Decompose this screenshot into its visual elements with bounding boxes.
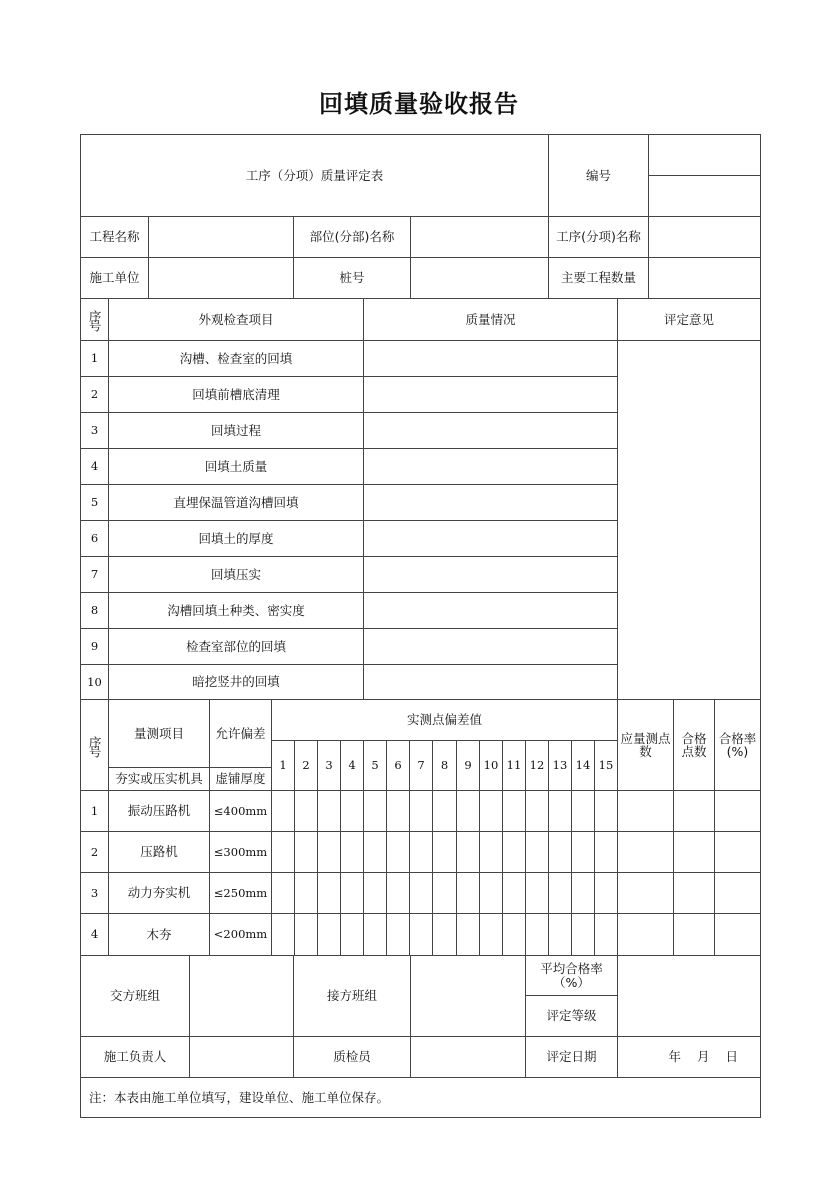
row-number bbox=[80, 340, 109, 377]
appearance-item bbox=[108, 520, 364, 557]
passed-points-input[interactable] bbox=[673, 790, 715, 832]
row-number-text: 3 bbox=[90, 885, 99, 900]
point-header-text: 11 bbox=[506, 758, 522, 773]
project-name-input[interactable] bbox=[148, 216, 294, 258]
required-points-input[interactable] bbox=[617, 872, 674, 914]
point-header-text: 4 bbox=[348, 758, 356, 773]
deviation-input[interactable] bbox=[294, 872, 318, 914]
row-number-text: 10 bbox=[87, 674, 102, 689]
point-header bbox=[502, 740, 526, 791]
point-header bbox=[594, 740, 618, 791]
deviation-input[interactable] bbox=[571, 913, 595, 956]
equipment-header-text: 夯实或压实机具 bbox=[115, 771, 203, 787]
grade-label bbox=[525, 995, 618, 1037]
deviation-input[interactable] bbox=[548, 831, 572, 873]
number-input-2[interactable] bbox=[648, 175, 761, 217]
pass-rate-input[interactable] bbox=[714, 790, 761, 832]
row-number bbox=[80, 664, 109, 700]
point-header bbox=[386, 740, 410, 791]
deviation-input[interactable] bbox=[363, 790, 387, 832]
row-number bbox=[80, 520, 109, 557]
measure-seq-header-text: 序号 bbox=[87, 735, 103, 755]
deviation-input[interactable] bbox=[571, 831, 595, 873]
deviation-input[interactable] bbox=[456, 872, 480, 914]
page-title: 回填质量验收报告 bbox=[319, 90, 519, 118]
quality-input[interactable] bbox=[363, 556, 618, 593]
deviation-input[interactable] bbox=[525, 831, 549, 873]
quality-input[interactable] bbox=[363, 664, 618, 700]
point-header-text: 7 bbox=[417, 758, 425, 773]
appearance-item bbox=[108, 484, 364, 521]
row-number bbox=[80, 412, 109, 449]
row-number-text: 1 bbox=[90, 803, 99, 818]
appearance-item bbox=[108, 628, 364, 665]
point-header bbox=[340, 740, 364, 791]
quality-input[interactable] bbox=[363, 448, 618, 485]
appearance-item-header-text: 外观检查项目 bbox=[198, 311, 274, 327]
deviation-input[interactable] bbox=[409, 913, 433, 956]
point-header bbox=[479, 740, 503, 791]
deviation-input[interactable] bbox=[432, 831, 457, 873]
deviation-input[interactable] bbox=[409, 872, 433, 914]
thickness-value bbox=[209, 913, 272, 956]
avg-pass-rate-label bbox=[525, 955, 618, 996]
deviation-input[interactable] bbox=[386, 872, 410, 914]
passed-points-header bbox=[673, 699, 715, 791]
required-points-header-text: 应量测点数 bbox=[620, 730, 671, 759]
project-name-label bbox=[80, 216, 149, 258]
point-header bbox=[548, 740, 572, 791]
deviation-input[interactable] bbox=[571, 790, 595, 832]
quality-input[interactable] bbox=[363, 520, 618, 557]
deviation-input[interactable] bbox=[317, 790, 341, 832]
deviation-input[interactable] bbox=[294, 790, 318, 832]
appearance-item-header bbox=[108, 298, 364, 341]
equipment-name-text: 振动压路机 bbox=[127, 803, 191, 819]
appearance-item-text: 沟槽、检查室的回填 bbox=[179, 350, 293, 366]
form-name-cell bbox=[80, 134, 549, 217]
deviation-input[interactable] bbox=[594, 913, 618, 956]
point-header-text: 13 bbox=[552, 758, 568, 773]
note-text bbox=[80, 1077, 761, 1118]
equipment-name bbox=[108, 831, 210, 873]
construction-lead-label bbox=[80, 1036, 190, 1078]
pass-rate-input[interactable] bbox=[714, 872, 761, 914]
construction-lead-label-text: 施工负责人 bbox=[103, 1049, 167, 1065]
pass-rate-input[interactable] bbox=[714, 913, 761, 956]
construction-lead-input[interactable] bbox=[189, 1036, 294, 1078]
eval-date-label-text: 评定日期 bbox=[546, 1049, 597, 1065]
quality-header bbox=[363, 298, 618, 341]
row-number-text: 1 bbox=[90, 351, 99, 366]
thickness-value-text: <200mm bbox=[213, 927, 268, 942]
tolerance-header-text: 允许偏差 bbox=[215, 725, 266, 741]
point-header bbox=[456, 740, 480, 791]
opinion-header-text: 评定意见 bbox=[663, 311, 714, 327]
required-points-input[interactable] bbox=[617, 913, 674, 956]
deviation-input[interactable] bbox=[363, 872, 387, 914]
point-header bbox=[525, 740, 549, 791]
eval-date-input[interactable] bbox=[617, 1036, 761, 1078]
avg-pass-rate-label-text: 平均合格率（%） bbox=[540, 961, 603, 990]
deviation-input[interactable] bbox=[340, 913, 364, 956]
deviation-header bbox=[271, 699, 618, 741]
deviation-input[interactable] bbox=[502, 913, 526, 956]
inspector-input[interactable] bbox=[410, 1036, 526, 1078]
point-header-text: 1 bbox=[279, 758, 287, 773]
project-name-label-text: 工程名称 bbox=[89, 229, 140, 245]
appearance-item-text: 检查室部位的回填 bbox=[185, 638, 286, 654]
deviation-input[interactable] bbox=[456, 831, 480, 873]
quantity-label-text: 主要工程数量 bbox=[560, 270, 636, 286]
deviation-input[interactable] bbox=[571, 872, 595, 914]
quality-input[interactable] bbox=[363, 484, 618, 521]
point-header-text: 9 bbox=[464, 758, 472, 773]
section-name-input[interactable] bbox=[410, 216, 549, 258]
deviation-input[interactable] bbox=[594, 790, 618, 832]
handover-team-label bbox=[80, 955, 190, 1037]
deviation-input[interactable] bbox=[456, 913, 480, 956]
required-points-header bbox=[617, 699, 674, 791]
equipment-name-text: 木夯 bbox=[146, 926, 172, 942]
appearance-item-text: 回填土质量 bbox=[204, 458, 268, 474]
quality-input[interactable] bbox=[363, 628, 618, 665]
seq-header-text: 序号 bbox=[87, 310, 103, 329]
equipment-name-text: 压路机 bbox=[140, 844, 178, 860]
deviation-input[interactable] bbox=[548, 872, 572, 914]
point-header bbox=[271, 740, 295, 791]
row-number bbox=[80, 790, 109, 832]
deviation-input[interactable] bbox=[432, 913, 457, 956]
point-header-text: 10 bbox=[483, 758, 499, 773]
stake-label bbox=[293, 257, 411, 299]
quantity-input[interactable] bbox=[648, 257, 761, 299]
quality-input[interactable] bbox=[363, 592, 618, 629]
deviation-input[interactable] bbox=[479, 872, 503, 914]
row-number-text: 3 bbox=[90, 423, 99, 438]
measure-item-header-text: 量测项目 bbox=[133, 725, 184, 741]
point-header-text: 15 bbox=[598, 758, 614, 773]
deviation-input[interactable] bbox=[294, 831, 318, 873]
deviation-input[interactable] bbox=[502, 872, 526, 914]
deviation-input[interactable] bbox=[432, 872, 457, 914]
equipment-header bbox=[108, 767, 210, 791]
appearance-item-text: 回填压实 bbox=[210, 566, 261, 582]
deviation-input[interactable] bbox=[525, 872, 549, 914]
measure-seq-header bbox=[80, 699, 109, 791]
point-header bbox=[363, 740, 387, 791]
row-number bbox=[80, 872, 109, 914]
required-points-input[interactable] bbox=[617, 831, 674, 873]
point-header-text: 8 bbox=[440, 758, 449, 773]
row-number-text: 7 bbox=[90, 567, 99, 582]
deviation-input[interactable] bbox=[594, 872, 618, 914]
quality-input[interactable] bbox=[363, 412, 618, 449]
quality-input[interactable] bbox=[363, 376, 618, 413]
row-number bbox=[80, 484, 109, 521]
deviation-input[interactable] bbox=[340, 831, 364, 873]
deviation-input[interactable] bbox=[409, 831, 433, 873]
deviation-input[interactable] bbox=[386, 831, 410, 873]
deviation-input[interactable] bbox=[340, 872, 364, 914]
equipment-name bbox=[108, 790, 210, 832]
deviation-input[interactable] bbox=[502, 790, 526, 832]
appearance-item bbox=[108, 448, 364, 485]
row-number-text: 4 bbox=[90, 459, 99, 474]
deviation-header-text: 实测点偏差值 bbox=[406, 712, 482, 728]
point-header bbox=[409, 740, 433, 791]
row-number-text: 9 bbox=[90, 639, 99, 654]
deviation-input[interactable] bbox=[409, 790, 433, 832]
row-number bbox=[80, 376, 109, 413]
deviation-input[interactable] bbox=[317, 913, 341, 956]
appearance-item-text: 回填前槽底清理 bbox=[192, 386, 280, 402]
row-number-text: 2 bbox=[90, 844, 99, 859]
point-header bbox=[294, 740, 318, 791]
inspector-label bbox=[293, 1036, 411, 1078]
point-header bbox=[317, 740, 341, 791]
thickness-value bbox=[209, 872, 272, 914]
row-number-text: 2 bbox=[90, 387, 99, 402]
number-input-1[interactable] bbox=[648, 134, 761, 176]
tolerance-header bbox=[209, 699, 272, 768]
quality-input[interactable] bbox=[363, 340, 618, 377]
deviation-input[interactable] bbox=[502, 831, 526, 873]
section-name-label bbox=[293, 216, 411, 258]
handover-team-input[interactable] bbox=[189, 955, 294, 1037]
number-label-cell bbox=[548, 134, 649, 217]
section-name-label-text: 部位(分部)名称 bbox=[309, 229, 395, 245]
point-header-text: 14 bbox=[575, 758, 591, 773]
handover-team-label-text: 交方班组 bbox=[109, 988, 160, 1004]
deviation-input[interactable] bbox=[363, 913, 387, 956]
deviation-input[interactable] bbox=[340, 790, 364, 832]
deviation-input[interactable] bbox=[386, 790, 410, 832]
opinion-header bbox=[617, 298, 761, 341]
deviation-input[interactable] bbox=[271, 790, 295, 832]
passed-points-input[interactable] bbox=[673, 913, 715, 956]
inspector-label-text: 质检员 bbox=[333, 1049, 371, 1065]
equipment-name-text: 动力夯实机 bbox=[127, 885, 191, 901]
thickness-value-text: ≤300mm bbox=[213, 844, 268, 859]
equipment-name bbox=[108, 872, 210, 914]
pass-rate-input[interactable] bbox=[714, 831, 761, 873]
opinion-input[interactable] bbox=[617, 340, 761, 700]
pass-rate-header-text: 合格率(%) bbox=[718, 730, 757, 759]
point-header-text: 6 bbox=[394, 758, 402, 773]
number-label-cell-text: 编号 bbox=[585, 167, 611, 183]
deviation-input[interactable] bbox=[271, 913, 295, 956]
appearance-item-text: 暗挖竖井的回填 bbox=[192, 674, 280, 690]
appearance-item bbox=[108, 412, 364, 449]
point-header-text: 2 bbox=[302, 758, 310, 773]
point-header bbox=[432, 740, 457, 791]
appearance-item-text: 回填过程 bbox=[210, 422, 261, 438]
thickness-value bbox=[209, 790, 272, 832]
contractor-input[interactable] bbox=[148, 257, 294, 299]
deviation-input[interactable] bbox=[456, 790, 480, 832]
receiving-team-label bbox=[293, 955, 411, 1037]
avg-rate-grade-input[interactable] bbox=[617, 955, 761, 1037]
deviation-input[interactable] bbox=[386, 913, 410, 956]
deviation-input[interactable] bbox=[363, 831, 387, 873]
deviation-input[interactable] bbox=[548, 790, 572, 832]
point-header bbox=[571, 740, 595, 791]
process-name-label-text: 工序(分项)名称 bbox=[556, 229, 641, 245]
contractor-label bbox=[80, 257, 149, 299]
process-name-input[interactable] bbox=[648, 216, 761, 258]
quantity-label bbox=[548, 257, 649, 299]
deviation-input[interactable] bbox=[317, 872, 341, 914]
appearance-item bbox=[108, 376, 364, 413]
required-points-input[interactable] bbox=[617, 790, 674, 832]
receiving-team-input[interactable] bbox=[410, 955, 526, 1037]
row-number-text: 4 bbox=[90, 927, 99, 942]
row-number bbox=[80, 628, 109, 665]
receiving-team-label-text: 接方班组 bbox=[326, 988, 377, 1004]
appearance-item bbox=[108, 664, 364, 700]
stake-label-text: 桩号 bbox=[339, 270, 365, 286]
row-number bbox=[80, 592, 109, 629]
eval-date-label bbox=[525, 1036, 618, 1078]
deviation-input[interactable] bbox=[479, 831, 503, 873]
deviation-input[interactable] bbox=[271, 831, 295, 873]
passed-points-header-text: 合格点数 bbox=[681, 730, 707, 759]
thickness-value-text: ≤400mm bbox=[213, 803, 268, 818]
eval-date-input-text: 年 月 日 bbox=[668, 1049, 738, 1065]
thickness-value-text: ≤250mm bbox=[213, 885, 268, 900]
row-number bbox=[80, 913, 109, 956]
row-number-text: 6 bbox=[90, 531, 99, 546]
row-number-text: 5 bbox=[90, 495, 99, 510]
stake-input[interactable] bbox=[410, 257, 549, 299]
quality-header-text: 质量情况 bbox=[465, 311, 516, 327]
deviation-input[interactable] bbox=[432, 790, 457, 832]
thickness-header bbox=[209, 767, 272, 791]
point-header-text: 12 bbox=[529, 758, 545, 773]
grade-label-text: 评定等级 bbox=[546, 1008, 597, 1024]
appearance-item-text: 回填土的厚度 bbox=[198, 530, 274, 546]
deviation-input[interactable] bbox=[479, 790, 503, 832]
deviation-input[interactable] bbox=[294, 913, 318, 956]
passed-points-input[interactable] bbox=[673, 831, 715, 873]
appearance-item bbox=[108, 340, 364, 377]
row-number-text: 8 bbox=[90, 603, 99, 618]
appearance-item-text: 直埋保温管道沟槽回填 bbox=[173, 494, 299, 510]
thickness-header-text: 虚铺厚度 bbox=[215, 771, 266, 787]
measure-item-header bbox=[108, 699, 210, 768]
process-name-label bbox=[548, 216, 649, 258]
note-text-text: 注：本表由施工单位填写，建设单位、施工单位保存。 bbox=[89, 1089, 390, 1105]
appearance-item bbox=[108, 556, 364, 593]
deviation-input[interactable] bbox=[548, 913, 572, 956]
seq-header bbox=[80, 298, 109, 341]
deviation-input[interactable] bbox=[317, 831, 341, 873]
deviation-input[interactable] bbox=[594, 831, 618, 873]
row-number bbox=[80, 448, 109, 485]
equipment-name bbox=[108, 913, 210, 956]
deviation-input[interactable] bbox=[525, 790, 549, 832]
point-header-text: 5 bbox=[371, 758, 379, 773]
row-number bbox=[80, 556, 109, 593]
row-number bbox=[80, 831, 109, 873]
form-name-cell-text: 工序（分项）质量评定表 bbox=[245, 167, 384, 183]
deviation-input[interactable] bbox=[525, 913, 549, 956]
appearance-item-text: 沟槽回填土种类、密实度 bbox=[167, 602, 305, 618]
contractor-label-text: 施工单位 bbox=[89, 270, 140, 286]
point-header-text: 3 bbox=[325, 758, 333, 773]
deviation-input[interactable] bbox=[479, 913, 503, 956]
appearance-item bbox=[108, 592, 364, 629]
passed-points-input[interactable] bbox=[673, 872, 715, 914]
pass-rate-header bbox=[714, 699, 761, 791]
deviation-input[interactable] bbox=[271, 872, 295, 914]
thickness-value bbox=[209, 831, 272, 873]
